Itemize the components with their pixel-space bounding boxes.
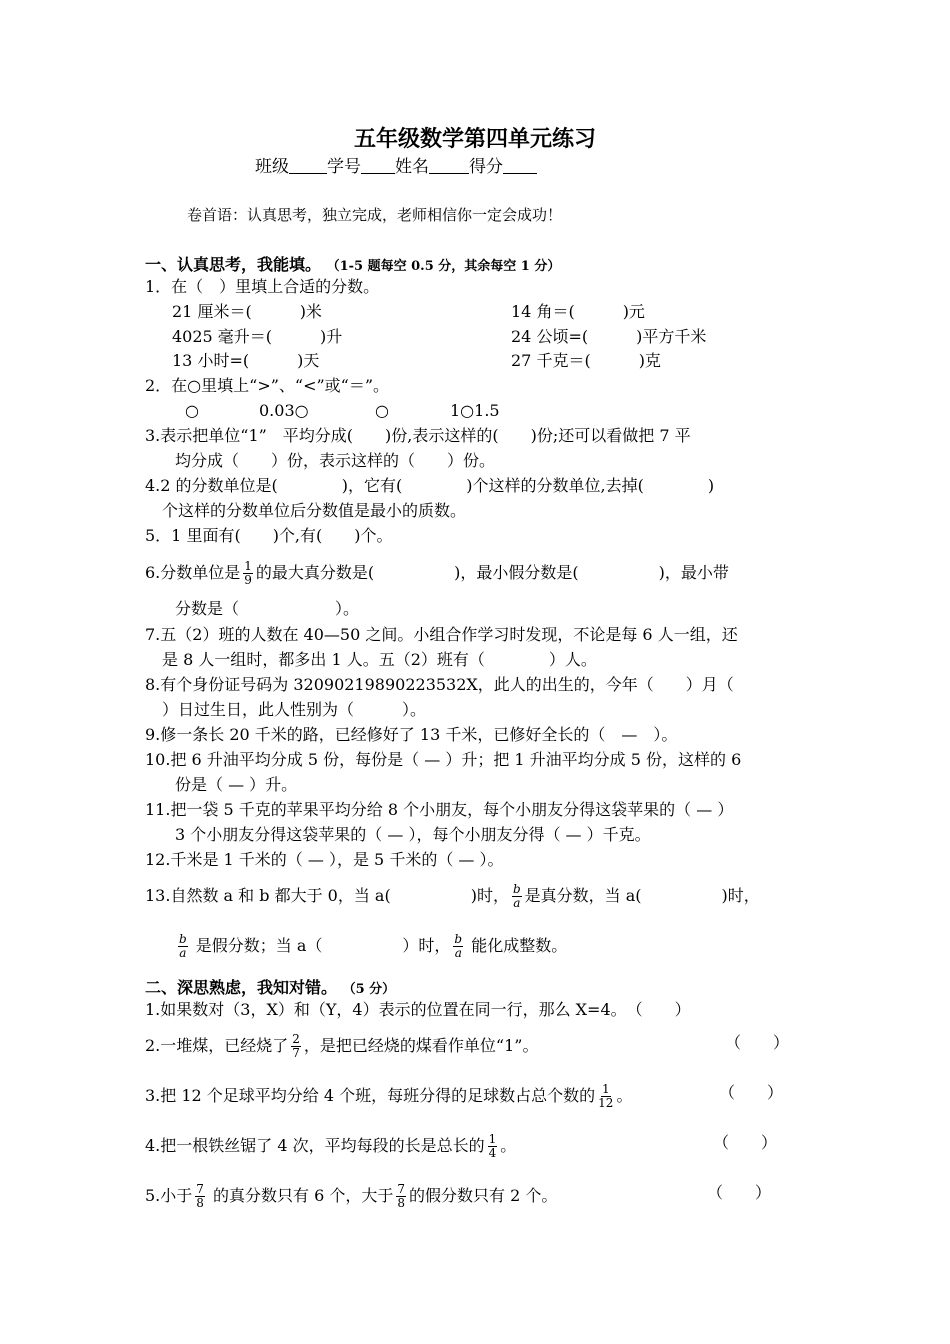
j3-fraction xyxy=(598,1083,613,1110)
motto: 卷首语：认真思考，独立完成，老师相信你一定会成功！ xyxy=(187,206,563,224)
q8-line1: 8.有个身份证号码为 32090219890223532X，此人的出生的，今年（ ）月（ xyxy=(145,675,734,694)
q1e: 13 小时=( )天 xyxy=(172,351,320,370)
j3-frac-den: 12 xyxy=(598,1096,614,1110)
j4-frac-num: 1 xyxy=(488,1132,497,1146)
judge-1: 1.如果数对（3，X）和（Y，4）表示的位置在同一行，那么 X=4。 （ ） xyxy=(145,1000,691,1019)
q7-line1: 7.五（2）班的人数在 40—50 之间。小组合作学习时发现，不论是每 6 人一组，还 xyxy=(145,625,738,644)
section1-title: 一、认真思考，我能填。 xyxy=(145,255,322,274)
j2-fraction xyxy=(291,1033,301,1060)
j5-text-pre: 5.小于 xyxy=(145,1186,193,1205)
q13-frac2-den: a xyxy=(179,946,187,960)
q12: 12.千米是 1 千米的（ — ），是 5 千米的（ — ）。 xyxy=(145,850,504,869)
q4-line2: 个这样的分数单位后分数值是最小的质数。 xyxy=(162,501,467,520)
q13-line1 xyxy=(145,883,760,910)
section2-title: 二、深思熟虑，我知对错。 xyxy=(145,978,338,997)
section1-heading xyxy=(145,252,560,275)
q3-line1: 3.表示把单位“1” 平均分成( )份,表示这样的( )份;还可以看做把 7 平 xyxy=(145,426,691,445)
score-label: 得分 xyxy=(469,157,503,177)
q11-line1: 11.把一袋 5 千克的苹果平均分给 8 个小朋友，每个小朋友分得这袋苹果的（ — ） xyxy=(145,800,734,819)
j5-frac2-num: 7 xyxy=(397,1182,406,1196)
q13-frac2-num: b xyxy=(179,932,187,946)
judge-2 xyxy=(145,1033,538,1060)
j4-text-pre: 4.把一根铁丝锯了 4 次，平均每段的长是总长的 xyxy=(145,1136,485,1155)
q6-frac-den: 9 xyxy=(244,573,252,587)
q5: 5．1 里面有( )个,有( )个。 xyxy=(145,526,393,545)
q13-frac-den: a xyxy=(513,896,521,910)
q13-text-1: 13.自然数 a 和 b 都大于 0，当 a( )时， xyxy=(145,886,509,905)
j5-answer-paren[interactable]: （ ） xyxy=(707,1183,772,1202)
j4-answer-paren[interactable]: （ ） xyxy=(713,1133,778,1152)
j5-frac-num: 7 xyxy=(196,1182,204,1196)
name-blank[interactable] xyxy=(429,157,469,174)
q1b: 14 角＝( )元 xyxy=(511,302,645,321)
q2b: 0.03○ xyxy=(259,401,309,420)
j5-frac2-den: 8 xyxy=(397,1196,406,1210)
name-label: 姓名 xyxy=(395,157,429,177)
judge-5 xyxy=(145,1183,557,1210)
q3-line2: 均分成（ ）份，表示这样的（ ）份。 xyxy=(175,451,496,470)
j2-frac-num: 2 xyxy=(292,1032,300,1046)
page-title: 五年级数学第四单元练习 xyxy=(353,126,596,152)
j5-fraction-2 xyxy=(396,1183,406,1210)
q2a: ○ xyxy=(185,401,199,420)
q10-line2: 份是（ — ）升。 xyxy=(175,775,298,794)
q7-line2: 是 8 人一组时，都多出 1 人。五（2）班有（ ）人。 xyxy=(162,650,597,669)
q10-line1: 10.把 6 升油平均分成 5 份，每份是（ — ）升；把 1 升油平均分成 5 份，这样的 6 xyxy=(145,750,742,769)
student-info-line xyxy=(255,152,537,177)
q2d: 1○1.5 xyxy=(450,401,500,420)
class-blank[interactable] xyxy=(289,157,327,174)
number-blank[interactable] xyxy=(361,157,395,174)
q13-text-2: 是真分数，当 a( )时， xyxy=(524,886,760,905)
j4-text-post: 。 xyxy=(500,1136,517,1155)
q1a: 21 厘米＝( )米 xyxy=(172,302,322,321)
q13-frac3-num: b xyxy=(454,932,463,946)
q2c: ○ xyxy=(375,401,389,420)
section1-note: （1-5 题每空 0.5 分，其余每空 1 分） xyxy=(326,259,561,274)
score-blank[interactable] xyxy=(503,157,537,174)
judge-4 xyxy=(145,1133,516,1160)
q13-text-4: 能化成整数。 xyxy=(471,936,568,955)
j2-text-pre: 2.一堆煤，已经烧了 xyxy=(145,1036,289,1055)
q6-frac-num: 1 xyxy=(244,559,252,573)
j3-answer-paren[interactable]: （ ） xyxy=(719,1083,784,1102)
j3-frac-num: 1 xyxy=(601,1082,610,1096)
q4-line1: 4.2 的分数单位是( )，它有( )个这样的分数单位,去掉( ) xyxy=(145,476,715,495)
q13-fraction-1 xyxy=(512,883,522,910)
j2-text-post: ，是把已经烧的煤看作单位“1”。 xyxy=(303,1036,539,1055)
q1c: 4025 毫升＝( )升 xyxy=(172,327,343,346)
j5-text-post: 的假分数只有 2 个。 xyxy=(409,1186,558,1205)
j5-text-mid: 的真分数只有 6 个，大于 xyxy=(213,1186,394,1205)
section2-heading xyxy=(145,975,395,998)
j5-fraction-1 xyxy=(195,1183,205,1210)
q9: 9.修一条长 20 千米的路，已经修好了 13 千米，已修好全长的（ — ）。 xyxy=(145,725,678,744)
q13-frac3-den: a xyxy=(454,946,462,960)
j4-frac-den: 4 xyxy=(488,1146,497,1160)
q8-line2: ）日过生日，此人性别为（ ）。 xyxy=(162,700,427,719)
q6-text-pre: 6.分数单位是 xyxy=(145,563,241,582)
q13-fraction-3 xyxy=(453,933,463,960)
q6-fraction xyxy=(243,560,253,587)
q13-fraction-2 xyxy=(178,933,188,960)
q6-text-post: 的最大真分数是( )，最小假分数是( )，最小带 xyxy=(255,563,729,582)
j4-fraction xyxy=(488,1133,498,1160)
q13-line2 xyxy=(175,933,567,960)
j2-frac-den: 7 xyxy=(292,1046,300,1060)
q1f: 27 千克＝( )克 xyxy=(511,351,661,370)
q13-frac-num: b xyxy=(512,882,521,896)
q1: 1．在（ ）里填上合适的分数。 xyxy=(145,277,380,296)
class-label: 班级 xyxy=(255,157,289,177)
j3-text-pre: 3.把 12 个足球平均分给 4 个班，每班分得的足球数占总个数的 xyxy=(145,1086,596,1105)
q2: 2．在○里填上“>”、“<”或“＝”。 xyxy=(145,376,390,395)
judge-3 xyxy=(145,1083,632,1110)
j5-frac-den: 8 xyxy=(196,1196,204,1210)
q1d: 24 公顷=( )平方千米 xyxy=(511,327,707,346)
q6-line1 xyxy=(145,560,729,587)
j2-answer-paren[interactable]: （ ） xyxy=(725,1033,790,1052)
q6-line2: 分数是（ ）。 xyxy=(175,599,360,618)
j3-text-post: 。 xyxy=(616,1086,633,1105)
number-label: 学号 xyxy=(327,157,361,177)
q13-text-3: 是假分数；当 a（ ）时， xyxy=(195,936,451,955)
q11-line2: 3 个小朋友分得这袋苹果的（ — ），每个小朋友分得（ — ）千克。 xyxy=(175,825,651,844)
section2-note: （5 分） xyxy=(342,982,396,997)
